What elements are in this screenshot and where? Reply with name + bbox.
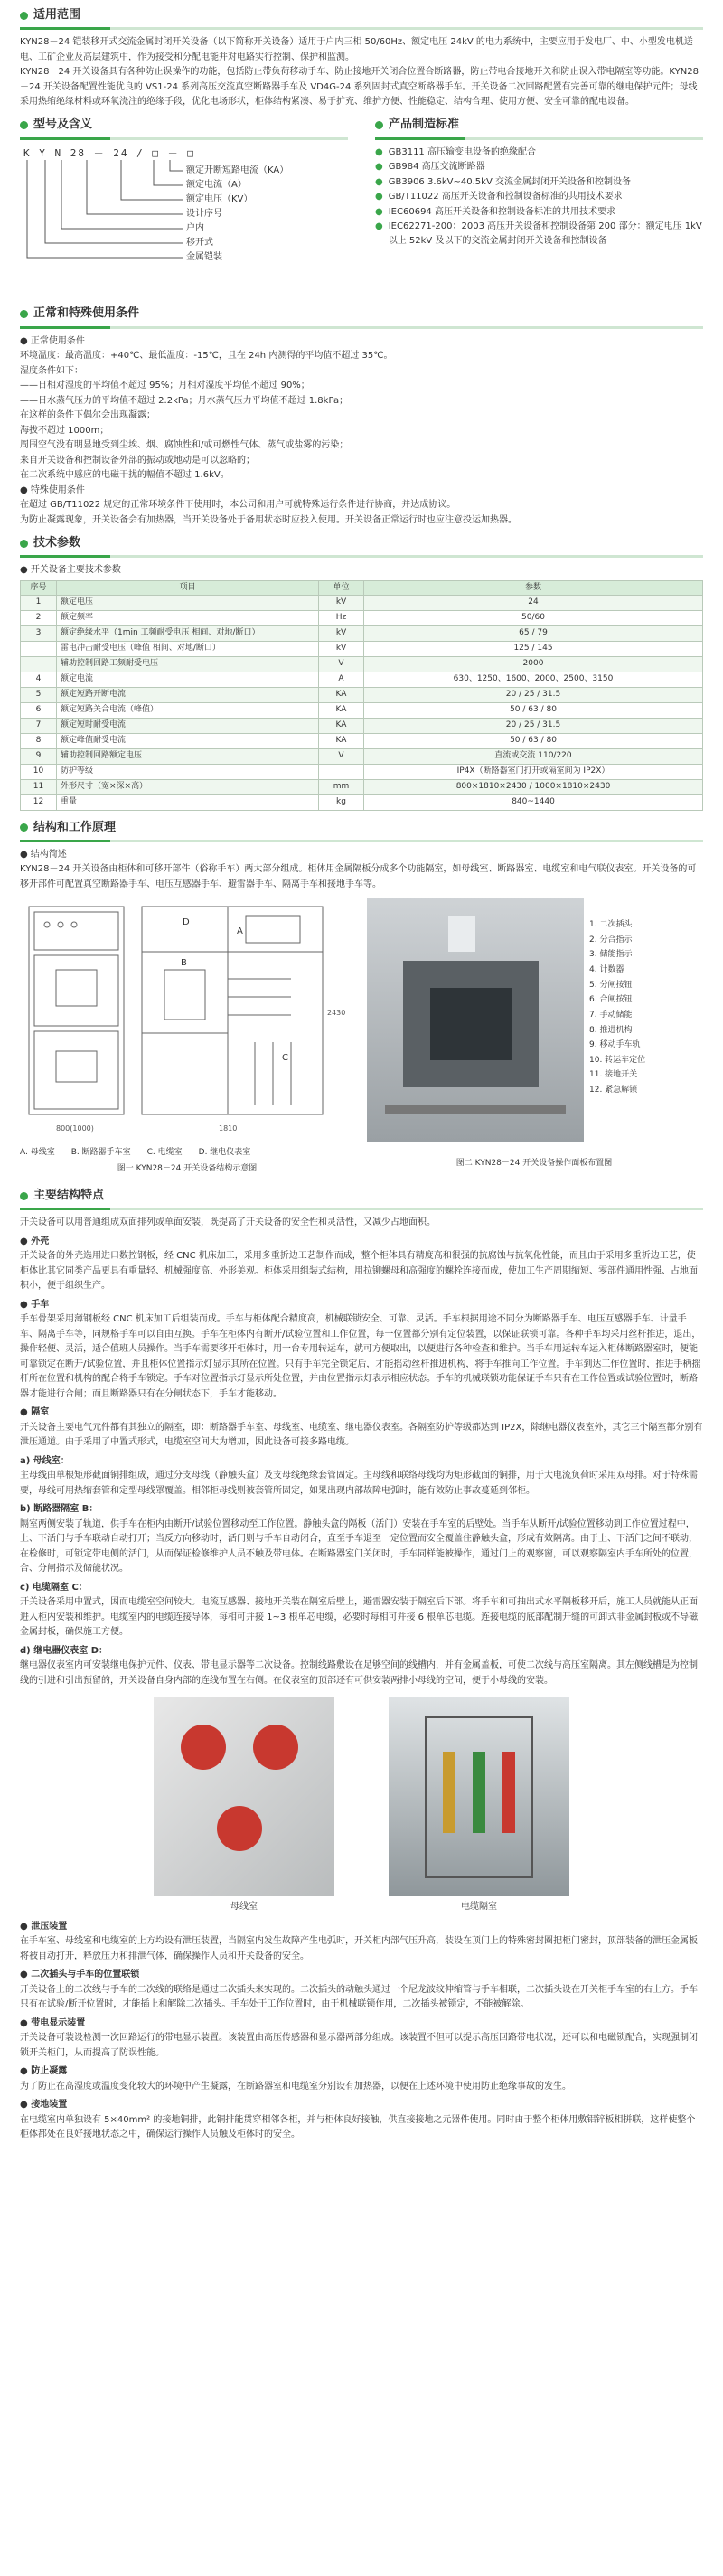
table-cell: 6 (21, 703, 57, 719)
panel-label: 6. 合闸按钮 (589, 995, 633, 1005)
table-cell: 11 (21, 779, 57, 794)
table-header-row (21, 580, 703, 596)
table-cell: kV (319, 626, 364, 642)
table-cell: 额定频率 (57, 611, 319, 626)
table-cell: 2 (21, 611, 57, 626)
model-standards-row (20, 116, 703, 299)
section-title-scope (20, 7, 703, 24)
section-title-text: 产品制造标准 (389, 118, 460, 132)
feature-body: 手车骨架采用薄钢板经 CNC 机床加工后组装而成。手车与柜体配合精度高，机械联锁安全、可靠、灵活。手车根据用途不同分为断路器手车、电压互感器手车、计量手车、隔离手车等，同规格手车可以自由互换。手车在柜体内有断开/试验位置和工作位置，每一位置都分别有定位装置，以保证联锁可靠。各种手车均采用丝杆推进，退出，操作轻便、灵活，适合值班人员操作。当手车需要移开柜体时，用一台专用转运车，就可方便取出，以便进行各种检查和维护。当手车用运转车运入柜体断路器室时，便能可靠锁定在断开/试验位置，并且柜体位置指示灯显示其所在位置。只有手车完全锁定后，才能摇动丝杆推进机构，将手车推向工作位置。手车到达工作位置时，推进手柄摇杆所在位置和机构的配合将手车锁定。手车对位置指示灯显示所处位置，并由位置指示灯表示相应状态。手车的机械联锁功能保证手车只有在工作位置或试验位置时，断路器才能进行合闸；而且断路器只有在分闸状态下，手车才能移动。 (20, 1314, 701, 1399)
feature-body: 继电器仪表室内可安装继电保护元件、仪表、带电显示器等二次设备。控制线路敷设在足够空间的线槽内，并有金属盖板，可使二次线与高压室隔离。其左侧线槽是为控制线的引进和引出预留的，开关设备自身内部的连线布置在右侧。在仪表室的顶部还有可供安装两排小母线的空间，便于小母线的安装。 (20, 1660, 698, 1686)
conditions-line: 来自开关设备和控制设备外部的振动或地动是可以忽略的； (20, 455, 255, 465)
table-row (21, 733, 703, 748)
panel-label: 8. 推进机构 (589, 1025, 633, 1035)
standards-list (375, 146, 703, 249)
table-cell: 2000 (364, 657, 703, 672)
table-cell: KA (319, 703, 364, 719)
section-title-conditions (20, 306, 703, 323)
standard-text: GB3111 高压输变电设备的绝缘配合 (388, 146, 536, 157)
bullet-dot-icon: ● (375, 221, 383, 231)
feature-body: 开关设备主要电气元件都有其独立的隔室，即：断路器手车室、母线室、电缆室、继电器仪表室。各隔室防护等级都达到 IP2X，除继电器仪表室外，其它三个隔室都分别有泄压通道。由于采用了中置式形式，电缆室空间大为增加，因此设备可接多路电缆。 (20, 1422, 703, 1448)
panel-label: 5. 分闸按钮 (589, 980, 633, 990)
table-cell: 20 / 25 / 31.5 (364, 718, 703, 733)
dimension-label-width: 800(1000) (56, 1124, 94, 1133)
tech-table (20, 580, 703, 811)
dimension-label-depth: 1810 (219, 1124, 238, 1133)
table-cell: 50/60 (364, 611, 703, 626)
table-cell: V (319, 748, 364, 764)
features-intro: 开关设备可以用普通组成双面排列或单面安装，既提高了开关设备的安全性和灵活性，又减少占地面积。 (20, 1217, 436, 1228)
panel-label: 10. 转运车定位 (589, 1055, 646, 1065)
photo-busbar (154, 1697, 334, 1914)
model-label: 户内 (186, 222, 204, 233)
structure-intro (20, 848, 703, 893)
table-row (21, 657, 703, 672)
photo-caption: 电缆隔室 (461, 1902, 497, 1913)
conditions-line: 在这样的条件下偶尔会出现凝露； (20, 410, 155, 420)
zone-label-b: B (181, 958, 187, 969)
table-row (21, 703, 703, 719)
features-more (20, 1920, 703, 2143)
structure-paragraph: KYN28－24 开关设备由柜体和可移开部件（俗称手车）两大部分组成。柜体用金属隔板分成多个功能隔室，如母线室、断路器室、电缆室和电气联仪表室。开关设备的可移开部件可配置真空断路器手车、电压互感器手车、避雷器手车、隔离手车和接地手车等。 (20, 864, 697, 889)
table-cell (319, 764, 364, 779)
bullet-dot-icon: ● (375, 176, 383, 187)
table-cell: 5 (21, 688, 57, 703)
section-title-text: 结构和工作原理 (33, 820, 117, 834)
feature-body: 主母线由单根矩形截面铜排组成，通过分支母线（静触头盒）及支母线绝缘套管固定。主母线和联络母线均为矩形截面的铜排，用于大电流负荷时采用双母排。对于特殊需要，母线可用热缩套管和定型母线罩覆盖。相邻柜母线则被套管所固定，如果出现内部故障电弧时，能有效防止事故蔓延到邻柜。 (20, 1471, 698, 1496)
feature-subhead: a) 母线室： (20, 1455, 70, 1466)
model-label: 额定开断短路电流（KA） (186, 165, 289, 175)
table-cell: 4 (21, 672, 57, 688)
table-cell: 额定绝缘水平（1min 工频耐受电压 相间、对地/断口） (57, 626, 319, 642)
table-cell: 800×1810×2430 / 1000×1810×2430 (364, 779, 703, 794)
table-cell: 630、1250、1600、2000、2500、3150 (364, 672, 703, 688)
table-cell: 防护等级 (57, 764, 319, 779)
standard-item (375, 175, 703, 190)
table-header-cell: 项目 (57, 580, 319, 596)
conditions-line: 为防止凝露现象，开关设备会有加热器，当开关设备处于备用状态时应投入使用。开关设备正常运行时也应注意投运加热器。 (20, 514, 517, 525)
feature-subhead: ● 手车 (20, 1299, 50, 1310)
table-cell: 8 (21, 733, 57, 748)
table-cell: 重量 (57, 794, 319, 810)
conditions-line: 在超过 GB/T11022 规定的正常环境条件下使用时，本公司和用户可就特殊运行条件进行协商，并达成协议。 (20, 500, 456, 510)
feature-subhead: ● 隔室 (20, 1407, 50, 1418)
panel-label: 3. 储能指示 (589, 950, 633, 960)
table-cell: IP4X（断路器室门打开或隔室间为 IP2X） (364, 764, 703, 779)
section-bullet-icon (20, 121, 28, 129)
table-row (21, 672, 703, 688)
section-bullet-icon (20, 12, 28, 20)
section-title-text: 技术参数 (33, 535, 81, 550)
conditions-line: ——日水蒸气压力的平均值不超过 2.2kPa；月水蒸气压力平均值不超过 1.8kPa； (20, 395, 349, 406)
table-row (21, 718, 703, 733)
table-cell: kV (319, 596, 364, 611)
conditions-subhead: ● 特殊使用条件 (20, 484, 85, 495)
panel-label: 1. 二次插头 (589, 920, 633, 930)
figure-2 (367, 898, 701, 1175)
feature-body: 开关设备采用中置式，因而电缆室空间较大。电流互感器、接地开关装在隔室后壁上，避雷器安装于隔室后下部。将手车和可抽出式水平隔板移开后，施工人员就能从正面进入柜内安装和维护。电缆室内的电缆连接导体，每相可并接 1~3 根单芯电缆，必要时每相可并接 6 根单芯电缆。连接电缆的底部配制开缝的可卸式非金属封板或不导磁金属封板，确保施工方便。 (20, 1597, 699, 1638)
table-row (21, 596, 703, 611)
table-cell: V (319, 657, 364, 672)
feature-body: 为了防止在高湿度或温度变化较大的环境中产生凝露，在断路器室和电缆室分别设有加热器，以便在上述环境中使用防止绝缘事故的发生。 (20, 2081, 571, 2092)
scope-text (20, 35, 703, 110)
standard-text: GB3906 3.6kV~40.5kV 交流金属封闭开关设备和控制设备 (388, 176, 631, 187)
table-cell: 50 / 63 / 80 (364, 703, 703, 719)
tech-table-title: ● 开关设备主要技术参数 (20, 565, 121, 575)
section-title-text: 正常和特殊使用条件 (33, 306, 140, 321)
section-title-text: 主要结构特点 (33, 1189, 105, 1203)
standard-text: GB/T11022 高压开关设备和控制设备标准的共用技术要求 (388, 192, 623, 202)
table-row (21, 764, 703, 779)
table-cell: 125 / 145 (364, 642, 703, 657)
table-row (21, 779, 703, 794)
table-cell: kg (319, 794, 364, 810)
bullet-dot-icon: ● (375, 162, 383, 172)
photo-cable (389, 1697, 569, 1914)
feature-subhead: ● 二次插头与手车的位置联锁 (20, 1970, 140, 1980)
dimension-label-height: 2430 (327, 1009, 346, 1018)
standard-item (375, 146, 703, 160)
section-title-tech (20, 535, 703, 551)
features-text (20, 1216, 703, 1688)
conditions-line: ——日相对湿度的平均值不超过 95%；月相对湿度平均值不超过 90%； (20, 381, 310, 390)
tech-table-body (21, 596, 703, 810)
table-cell: 1 (21, 596, 57, 611)
panel-label: 4. 计数器 (589, 964, 624, 974)
standard-text: IEC62271-200：2003 高压开关设备和控制设备第 200 部分：额定电压 1kV 以上 52kV 及以下的交流金属封闭开关设备和控制设备 (388, 221, 702, 246)
panel-label: 9. 移动手车轨 (589, 1040, 641, 1050)
table-row (21, 611, 703, 626)
conditions-line: 在二次系统中感应的电磁干扰的幅值不超过 1.6kV。 (20, 470, 230, 480)
section-title-features (20, 1188, 703, 1204)
table-cell: A (319, 672, 364, 688)
features-items (20, 1235, 703, 1689)
section-rule (20, 137, 348, 140)
panel-label: 12. 紧急解锁 (589, 1086, 638, 1095)
table-cell: 20 / 25 / 31.5 (364, 688, 703, 703)
standard-item (375, 205, 703, 220)
section-bullet-icon (20, 540, 28, 548)
conditions-subhead: ● 正常使用条件 (20, 335, 85, 346)
table-cell: KA (319, 718, 364, 733)
figure-1-legend (20, 1147, 354, 1160)
cable-photo (389, 1697, 569, 1896)
section-title-text: 型号及含义 (33, 118, 93, 132)
table-cell (21, 657, 57, 672)
table-cell: 外形尺寸（宽×深×高） (57, 779, 319, 794)
panel-label: 11. 接地开关 (589, 1070, 638, 1080)
feature-body: 隔室两侧安装了轨道，供手车在柜内由断开/试验位置移动至工作位置。静触头盒的隔板（活门）安装在手车室的后壁处。当手车从断开/试验位置移动到工作位置过程中，上、下活门与手车联动自动打开；当反方向移动时，活门则与手车自动闭合，直至手车退至一定位置而安全覆盖住静触头盒，形成有效隔离。由于上、下活门之间不联动，在检修时，可锁定带电侧的活门，从而保证检修维护人员不触及带电体。在断路器室门关闭时，手车同样能被操作，通过门上的观察窗，可以观察隔室内手车所处的位置，合、分闸指示及储能状况。 (20, 1518, 698, 1575)
conditions-text (20, 334, 703, 529)
standards-column (375, 116, 703, 299)
feature-subhead: d) 继电器仪表室 D： (20, 1645, 108, 1656)
legend-item: D. 继电仪表室 (198, 1147, 251, 1157)
figure-row (20, 898, 703, 1175)
standard-item (375, 160, 703, 174)
table-row (21, 748, 703, 764)
standard-text: IEC60694 高压开关设备和控制设备标准的共用技术要求 (388, 206, 615, 217)
table-row (21, 642, 703, 657)
table-cell: 12 (21, 794, 57, 810)
switchgear-drawing (20, 898, 354, 1142)
section-bullet-icon (375, 121, 383, 129)
model-label: 金属铠装 (186, 251, 222, 262)
table-cell: 3 (21, 626, 57, 642)
section-rule (20, 840, 703, 842)
table-cell: kV (319, 642, 364, 657)
table-row (21, 626, 703, 642)
table-cell: 额定短路关合电流（峰值） (57, 703, 319, 719)
table-row (21, 688, 703, 703)
section-bullet-icon (20, 1192, 28, 1200)
feature-subhead: b) 断路器隔室 B： (20, 1504, 99, 1515)
standard-item (375, 220, 703, 248)
bullet-dot-icon: ● (375, 146, 383, 157)
section-bullet-icon (20, 310, 28, 318)
table-cell: 9 (21, 748, 57, 764)
bullet-dot-icon: ● (375, 206, 383, 217)
section-rule (375, 137, 703, 140)
feature-subhead: ● 带电显示装置 (20, 2017, 86, 2028)
section-rule (20, 555, 703, 558)
scope-paragraph: KYN28－24 铠装移开式交流金属封闭开关设备（以下简称开关设备）适用于户内三相 50/60Hz、额定电压 24kV 的电力系统中，主要应用于发电厂、中、小型发电机送电、工矿企业及高层建筑中，作为接受和分配电能并对电路实行控制、保护和监测。 (20, 37, 693, 62)
feature-body: 在手车室、母线室和电缆室的上方均设有泄压装置，当隔室内发生故障产生电弧时，开关柜内部气压升高，装设在顶门上的特殊密封圈把柜门密封，顶部装备的泄压金属板将被自动打开，释放压力和排泄气体，确保操作人员和开关设备的安全。 (20, 1936, 698, 1961)
table-cell: 辅助控制回路工频耐受电压 (57, 657, 319, 672)
table-cell: KA (319, 688, 364, 703)
model-label: 设计序号 (186, 208, 222, 219)
photo-caption: 母线室 (230, 1902, 258, 1913)
table-cell: 840~1440 (364, 794, 703, 810)
conditions-line: 湿度条件如下： (20, 365, 83, 376)
feature-subhead: c) 电缆隔室 C： (20, 1582, 88, 1593)
model-label: 移开式 (186, 237, 213, 248)
table-header-cell: 参数 (364, 580, 703, 596)
model-code: K Y N 28 － 24 / □ － □ (23, 146, 195, 159)
table-cell: 65 / 79 (364, 626, 703, 642)
feature-body: 开关设备上的二次线与手车的二次线的联络是通过二次插头来实现的。二次插头的动触头通过一个尼龙波纹伸缩管与手车相联，二次插头设在开关柜手车室的右上方。手车只有在试验/断开位置时，才能插上和解除二次插头。手车处于工作位置时，由于机械联锁作用，二次插头被锁定，不能被解除。 (20, 1984, 698, 2010)
model-diagram (20, 146, 348, 299)
table-cell: 雷电冲击耐受电压（峰值 相间、对地/断口） (57, 642, 319, 657)
table-header-cell: 单位 (319, 580, 364, 596)
zone-label-c: C (282, 1053, 288, 1064)
panel-label: 7. 手动储能 (589, 1010, 633, 1020)
feature-body: 在电缆室内单独设有 5×40mm² 的接地铜排，此铜排能贯穿相邻各柜，并与柜体良好接触，供直接接地之元器件使用。同时由于整个柜体用敷铝锌板相拼联，这样使整个柜体都处在良好接地状态之中，确保运行操作人员触及柜体时的安全。 (20, 2114, 696, 2140)
conditions-line: 环境温度：最高温度：+40℃、最低温度：-15℃，且在 24h 内测得的平均值不超过 35℃。 (20, 351, 393, 361)
conditions-line: 周围空气没有明显地受到尘埃、烟、腐蚀性和/或可燃性气体、蒸气或盐雾的污染； (20, 440, 349, 450)
table-cell: 50 / 63 / 80 (364, 733, 703, 748)
table-cell: 辅助控制回路额定电压 (57, 748, 319, 764)
table-cell: mm (319, 779, 364, 794)
bullet-dot-icon: ● (375, 192, 383, 202)
feature-body: 开关设备的外壳选用进口数控钢板，经 CNC 机床加工，采用多重折边工艺制作而成，整个柜体具有精度高和很强的抗腐蚀与抗氧化性能，而且由于采用多重折边工艺，使柜体比其它同类产品更具有重量轻、机械强度高、外形美观。柜体采用组装式结构，用拉铆螺母和高强度的螺栓连接而成，使加工生产周期缩短、零部件通用性强、占地面积小，便于组织生产。 (20, 1251, 698, 1292)
table-cell: 额定电流 (57, 672, 319, 688)
figure-2-caption: 图二 KYN28－24 开关设备操作面板布置图 (455, 1159, 613, 1169)
conditions-line: 海拔不超过 1000m； (20, 425, 109, 436)
structure-subhead: ● 结构简述 (20, 849, 67, 860)
feature-subhead: ● 泄压装置 (20, 1921, 68, 1932)
feature-subhead: ● 接地装置 (20, 2100, 68, 2111)
standard-text: GB984 高压交流断路器 (388, 162, 485, 172)
standard-item (375, 190, 703, 204)
feature-subhead: ● 外壳 (20, 1236, 50, 1246)
zone-label-a: A (237, 926, 243, 937)
zone-label-d: D (183, 917, 190, 928)
table-cell: 直流或交流 110/220 (364, 748, 703, 764)
table-row (21, 794, 703, 810)
table-cell: KA (319, 733, 364, 748)
table-cell: 24 (364, 596, 703, 611)
panel-label: 2. 分合指示 (589, 935, 633, 945)
panel-photo (367, 898, 584, 1142)
table-cell: 额定电压 (57, 596, 319, 611)
table-cell (21, 642, 57, 657)
table-cell: 额定短时耐受电流 (57, 718, 319, 733)
legend-item: A. 母线室 (20, 1147, 55, 1157)
legend-item: B. 断路器手车室 (70, 1147, 131, 1157)
section-rule (20, 27, 703, 30)
section-title-model (20, 118, 348, 134)
table-cell: 额定峰值耐受电流 (57, 733, 319, 748)
model-label: 额定电压（KV） (186, 193, 253, 204)
table-cell: Hz (319, 611, 364, 626)
model-label: 额定电流（A） (186, 179, 247, 190)
table-header-cell: 序号 (21, 580, 57, 596)
table-cell: 10 (21, 764, 57, 779)
model-column (20, 116, 348, 299)
feature-body: 开关设备可装设检测一次回路运行的带电显示装置。该装置由高压传感器和显示器两部分组成。该装置不但可以提示高压回路带电状况，还可以和电磁锁配合，实现强制闭锁开关柜门，从而提高了防误性能。 (20, 2033, 698, 2058)
figure-1 (20, 898, 354, 1175)
table-cell: 7 (21, 718, 57, 733)
panel-labels (584, 898, 645, 1142)
model-bracket-lines (20, 146, 345, 299)
section-title-standards (375, 118, 703, 134)
section-bullet-icon (20, 823, 28, 832)
section-rule (20, 1208, 703, 1210)
feature-subhead: ● 防止凝露 (20, 2066, 68, 2077)
section-title-structure (20, 820, 703, 836)
busbar-photo (154, 1697, 334, 1896)
section-rule (20, 326, 703, 329)
photo-row (20, 1697, 703, 1914)
section-title-text: 适用范围 (33, 7, 81, 22)
scope-paragraph: KYN28－24 开关设备具有各种防止误操作的功能，包括防止带负荷移动手车、防止接地开关闭合位置合断路器，防止带电合接地开关和防止误入带电隔室等功能。KYN28－24 开关设备配置性能优良的 VS1-24 系列高压交流真空断路器手车及 VD4G-24 系列固封式真空断路器手车。开关设备二次回路配置有完善可靠的继电保护元件；母线采用热缩绝缘材料或环氧浇注的绝缘手段，优化电场形状，柜体结构紧凑、易于扩充、维护方便、性能稳定、结构合理、使用方便、安全可靠的配电设备。 (20, 67, 699, 107)
table-cell: 额定短路开断电流 (57, 688, 319, 703)
figure-1-caption: 图一 KYN28－24 开关设备结构示意图 (117, 1163, 258, 1173)
legend-item: C. 电缆室 (146, 1147, 183, 1157)
